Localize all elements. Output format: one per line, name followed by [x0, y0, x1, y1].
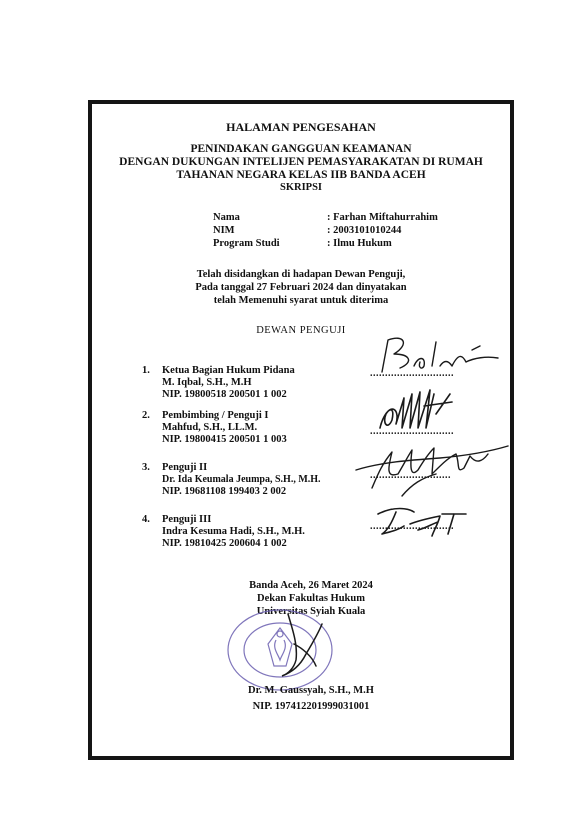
signature-line: ............................ — [370, 426, 454, 437]
faculty-stamp-image — [222, 604, 346, 694]
document-body — [92, 104, 510, 756]
dean-name: Dr. M. Gaussyah, S.H., M.H — [248, 685, 374, 696]
page-title: HALAMAN PENGESAHAN — [226, 120, 376, 134]
identity-label: NIM — [213, 225, 235, 236]
identity-value: : 2003101010244 — [327, 225, 402, 236]
approval-position: Dekan Fakultas Hukum — [257, 593, 365, 604]
member-nip: NIP. 19681108 199403 2 002 — [162, 486, 287, 497]
identity-row-nim — [213, 224, 401, 237]
member-role: Penguji II — [162, 462, 208, 473]
statement-line-3: telah Memenuhi syarat untuk diterima — [213, 295, 389, 306]
board-heading: DEWAN PENGUJI — [256, 325, 346, 336]
member-number: 2. — [142, 410, 150, 421]
identity-value: : Farhan Miftahurrahim — [327, 212, 438, 223]
statement-line-2: Pada tanggal 27 Februari 2024 dan dinyatakan — [195, 282, 407, 293]
signature-2-image — [374, 384, 474, 434]
member-name: Dr. Ida Keumala Jeumpa, S.H., M.H. — [162, 474, 321, 485]
signature-4-image — [374, 500, 484, 542]
signature-line: ............................ — [370, 368, 454, 379]
identity-row-program — [213, 237, 392, 250]
member-name: M. Iqbal, S.H., M.H — [162, 377, 252, 388]
thesis-title-line-3: TAHANAN NEGARA KELAS IIB BANDA ACEH — [176, 169, 426, 181]
signature-line: ............................ — [370, 521, 454, 532]
approval-place-date: Banda Aceh, 26 Maret 2024 — [249, 580, 373, 591]
member-number: 3. — [142, 462, 150, 473]
thesis-title-line-2: DENGAN DUKUNGAN INTELIJEN PEMASYARAKATAN DI RUMAH — [119, 156, 483, 168]
member-role: Pembimbing / Penguji I — [162, 410, 269, 421]
member-role: Penguji III — [162, 514, 212, 525]
member-number: 4. — [142, 514, 150, 525]
signature-3-image — [352, 434, 512, 506]
dean-nip: NIP. 197412201999031001 — [252, 701, 370, 712]
member-nip: NIP. 19800518 200501 1 002 — [162, 389, 287, 400]
signature-line: ........................... — [370, 470, 451, 481]
page-border — [88, 100, 514, 760]
identity-row-name — [213, 211, 438, 224]
member-name: Indra Kesuma Hadi, S.H., M.H. — [162, 526, 305, 537]
member-name: Mahfud, S.H., LL.M. — [162, 422, 258, 433]
identity-value: : Ilmu Hukum — [327, 238, 392, 249]
member-role: Ketua Bagian Hukum Pidana — [162, 365, 295, 376]
member-nip: NIP. 19810425 200604 1 002 — [162, 538, 287, 549]
signature-1-image — [374, 332, 504, 378]
member-nip: NIP. 19800415 200501 1 003 — [162, 434, 287, 445]
identity-label: Nama — [213, 212, 240, 223]
statement-line-1: Telah disidangkan di hadapan Dewan Penguji, — [196, 269, 406, 280]
member-number: 1. — [142, 365, 150, 376]
approval-institution: Universitas Syiah Kuala — [256, 606, 366, 617]
thesis-title-line-1: PENINDAKAN GANGGUAN KEAMANAN — [190, 143, 412, 155]
document-type: SKRIPSI — [279, 182, 322, 193]
identity-label: Program Studi — [213, 238, 280, 249]
